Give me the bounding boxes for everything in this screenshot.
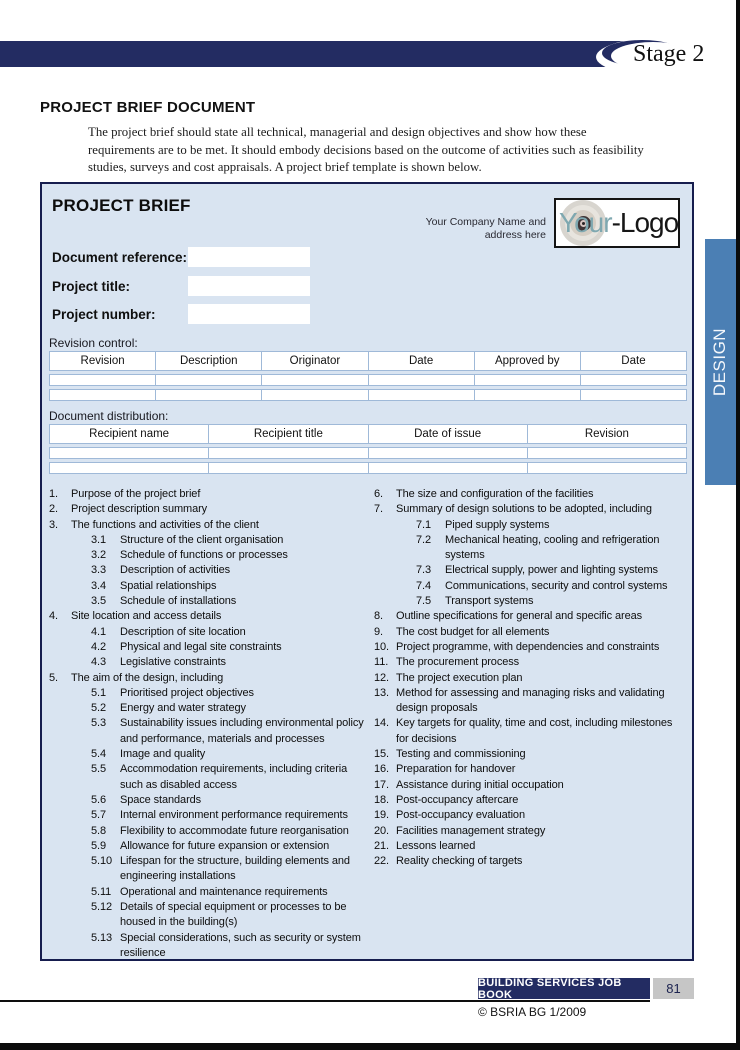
contents-item: [49, 885, 367, 900]
contents-item: [49, 609, 367, 624]
stage-banner: [0, 0, 740, 90]
contents-item: [49, 716, 367, 747]
table-cell-empty[interactable]: [528, 447, 687, 459]
table-header-cell: Date: [581, 351, 687, 371]
project-title-label: Project title:: [52, 278, 131, 294]
contents-item-number: 7.4: [416, 579, 431, 592]
table-cell-empty[interactable]: [475, 389, 581, 401]
contents-item-number: 5.7: [91, 809, 106, 822]
contents-item-text: Internal environment performance requirements: [120, 809, 348, 822]
project-brief-form: [40, 182, 694, 961]
document-reference-label: Document reference:: [52, 249, 188, 265]
contents-item: [374, 747, 688, 762]
contents-item-number: 12.: [374, 671, 389, 684]
contents-left: [49, 487, 367, 961]
contents-item-text: Post-occupancy aftercare: [396, 793, 519, 806]
contents-item-number: 5.8: [91, 824, 106, 837]
copyright-text: © BSRIA BG 1/2009: [478, 1005, 587, 1019]
contents-item-number: 5.6: [91, 793, 106, 806]
contents-item-text: The aim of the design, including: [71, 671, 224, 684]
table-cell-empty[interactable]: [475, 374, 581, 386]
contents-item-text: Schedule of functions or processes: [120, 549, 288, 562]
contents-item-text: The functions and activities of the client: [71, 518, 259, 531]
contents-item: [49, 854, 367, 885]
contents-item: [374, 563, 688, 578]
table-cell-empty[interactable]: [156, 374, 262, 386]
table-cell-empty[interactable]: [369, 389, 475, 401]
scan-edge-bottom: [0, 1043, 740, 1050]
table-cell-empty[interactable]: [369, 462, 528, 474]
table-row: [49, 462, 687, 474]
table-cell-empty[interactable]: [262, 374, 368, 386]
contents-item: [49, 579, 367, 594]
revision-control-label: Revision control:: [49, 336, 138, 350]
contents-item-text: Key targets for quality, time and cost, including milestones for decisions: [396, 717, 673, 745]
table-cell-empty[interactable]: [581, 389, 687, 401]
contents-item-number: 7.: [374, 503, 383, 516]
contents-item-text: Facilities management strategy: [396, 824, 546, 837]
table-cell-empty[interactable]: [262, 389, 368, 401]
contents-item: [374, 839, 688, 854]
contents-item: [49, 762, 367, 793]
contents-item-text: Lessons learned: [396, 839, 476, 852]
contents-item-number: 22.: [374, 855, 389, 868]
contents-item-number: 8.: [374, 610, 383, 623]
contents-item-text: Preparation for handover: [396, 763, 516, 776]
contents-item-number: 7.5: [416, 595, 431, 608]
contents-item-number: 4.: [49, 610, 58, 623]
contents-item-text: Allowance for future expansion or extension: [120, 839, 330, 852]
contents-item-text: Piped supply systems: [445, 518, 550, 531]
intro-paragraph: The project brief should state all technical, managerial and design objectives and show how these requirements are to be met. It should embody decisions based on the outcome of activities such as feasibility studies, surveys and cost appraisals. A project brief template is shown below.: [88, 125, 644, 174]
contents-item-text: Sustainability issues including environmental policy and performance, materials and processes: [120, 717, 364, 745]
contents-item-number: 5.: [49, 671, 58, 684]
logo-text-your: Your: [559, 207, 612, 238]
page-number-badge: 81: [653, 978, 694, 999]
contents-item-number: 3.5: [91, 595, 106, 608]
logo-text-logo: -Logo: [611, 207, 679, 238]
contents-item-number: 4.1: [91, 625, 106, 638]
document-distribution-label: Document distribution:: [49, 409, 169, 423]
contents-item: [374, 533, 688, 564]
contents-item-text: Site location and access details: [71, 610, 222, 623]
table-row: [49, 447, 687, 459]
contents-item-text: Schedule of installations: [120, 595, 237, 608]
contents-item-text: Accommodation requirements, including criteria such as disabled access: [120, 763, 348, 791]
contents-item-number: 13.: [374, 686, 389, 699]
contents-item-text: Testing and commissioning: [396, 748, 526, 761]
contents-item-text: Project programme, with dependencies and constraints: [396, 640, 660, 653]
contents-item: [374, 778, 688, 793]
contents-item-number: 5.1: [91, 686, 106, 699]
contents-item-number: 1.: [49, 488, 58, 500]
contents-item: [49, 533, 367, 548]
contents-item-number: 5.3: [91, 717, 106, 730]
logo-text: [559, 200, 678, 246]
contents-item-text: Details of special equipment or processes to be housed in the building(s): [120, 901, 347, 929]
contents-item-text: The size and configuration of the facilities: [396, 488, 594, 500]
project-number-input[interactable]: [188, 304, 310, 324]
contents-item: [49, 594, 367, 609]
field-row-document-reference: [52, 246, 310, 268]
project-title-input[interactable]: [188, 276, 310, 296]
contents-item-text: Project description summary: [71, 503, 208, 516]
contents-item-text: Mechanical heating, cooling and refrigeration systems: [445, 533, 660, 562]
contents-item-text: Flexibility to accommodate future reorganisation: [120, 824, 349, 837]
contents-item: [374, 716, 688, 747]
scan-edge-right: [736, 0, 740, 1050]
table-cell-empty[interactable]: [369, 447, 528, 459]
contents-item-text: Transport systems: [445, 595, 534, 608]
contents-item-text: Spatial relationships: [120, 579, 217, 592]
contents-item-number: 5.4: [91, 748, 106, 761]
contents-item: [374, 579, 688, 594]
contents-item: [49, 808, 367, 823]
table-header-cell: Revision: [528, 424, 687, 444]
revision-control-table: [49, 351, 687, 404]
contents-item-text: The project execution plan: [396, 671, 523, 684]
contents-item-number: 20.: [374, 824, 389, 837]
contents-item-text: Electrical supply, power and lighting systems: [445, 564, 658, 577]
contents-item: [374, 824, 688, 839]
page-title: PROJECT BRIEF DOCUMENT: [40, 99, 256, 116]
contents-item: [374, 640, 688, 655]
contents-item: [49, 747, 367, 762]
contents-item: [49, 793, 367, 808]
contents-item-number: 17.: [374, 778, 389, 791]
contents-item: [374, 655, 688, 670]
table-header-cell: Recipient title: [209, 424, 368, 444]
contents-item-text: Space standards: [120, 793, 202, 806]
contents-item-number: 3.4: [91, 579, 106, 592]
contents-item: [49, 931, 367, 962]
contents-item-number: 14.: [374, 717, 389, 730]
document-distribution-table: [49, 424, 687, 477]
contents-item: [49, 640, 367, 655]
contents-item-number: 2.: [49, 503, 58, 516]
table-cell-empty[interactable]: [49, 447, 209, 459]
contents-item-number: 7.1: [416, 518, 431, 531]
table-header-row: [49, 351, 687, 371]
contents-item: [49, 563, 367, 578]
contents-item-text: Communications, security and control systems: [445, 579, 668, 592]
design-stage-tab: [705, 239, 736, 485]
design-tab-label: DESIGN: [710, 327, 730, 397]
contents-item-text: Lifespan for the structure, building elements and engineering installations: [120, 855, 350, 883]
contents-item-number: 4.2: [91, 640, 106, 653]
contents-item-number: 16.: [374, 763, 389, 776]
form-title: PROJECT BRIEF: [52, 196, 191, 215]
contents-item-number: 21.: [374, 839, 389, 852]
contents-item-text: Method for assessing and managing risks and validating design proposals: [396, 686, 665, 715]
contents-item-text: Operational and maintenance requirements: [120, 885, 328, 898]
contents-item: [49, 487, 367, 502]
stage-banner-graphic: [0, 0, 740, 90]
contents-item-number: 6.: [374, 488, 383, 500]
table-header-cell: Recipient name: [49, 424, 209, 444]
table-header-cell: Originator: [262, 351, 368, 371]
contents-item: [49, 900, 367, 931]
contents-item-text: Prioritised project objectives: [120, 686, 254, 699]
table-header-cell: Date: [369, 351, 475, 371]
contents-item: [374, 518, 688, 533]
contents-item-number: 3.1: [91, 533, 106, 546]
contents-item-text: Legislative constraints: [120, 656, 226, 669]
contents-item: [49, 502, 367, 517]
contents-item: [49, 518, 367, 533]
contents-item-text: Energy and water strategy: [120, 702, 246, 715]
contents-item: [374, 487, 688, 502]
contents-item-number: 15.: [374, 748, 389, 761]
project-number-label: Project number:: [52, 306, 156, 322]
contents-item-text: The cost budget for all elements: [396, 625, 550, 638]
table-cell-empty[interactable]: [369, 374, 475, 386]
contents-item-text: Image and quality: [120, 748, 206, 761]
contents-item: [49, 701, 367, 716]
contents-item: [49, 655, 367, 670]
contents-item-text: Outline specifications for general and specific areas: [396, 610, 643, 623]
contents-item-number: 5.13: [91, 931, 113, 944]
contents-item-number: 5.10: [91, 855, 113, 868]
contents-item-number: 3.3: [91, 564, 106, 577]
contents-item-number: 5.2: [91, 702, 106, 715]
table-header-cell: Approved by: [475, 351, 581, 371]
table-header-cell: Revision: [49, 351, 156, 371]
contents-item-text: Assistance during initial occupation: [396, 778, 564, 791]
company-note-line1: Your Company Name and: [425, 216, 546, 228]
table-row: [49, 389, 687, 401]
contents-item-number: 5.9: [91, 839, 106, 852]
contents-item-text: Reality checking of targets: [396, 855, 523, 868]
contents-item: [374, 854, 688, 869]
table-cell-empty[interactable]: [49, 462, 209, 474]
contents-item: [374, 502, 688, 517]
field-row-project-title: [52, 275, 310, 297]
contents-item-text: Purpose of the project brief: [71, 488, 201, 500]
contents-item-number: 9.: [374, 625, 383, 638]
contents-item: [49, 625, 367, 640]
field-row-project-number: [52, 303, 310, 325]
table-cell-empty[interactable]: [528, 462, 687, 474]
contents-item-text: Structure of the client organisation: [120, 533, 284, 546]
contents-item: [49, 686, 367, 701]
contents-item: [374, 808, 688, 823]
contents-item-number: 18.: [374, 793, 389, 806]
contents-item-text: The procurement process: [396, 656, 520, 669]
company-note-line2: address here: [484, 229, 546, 241]
contents-item-number: 7.3: [416, 564, 431, 577]
contents-item-text: Description of site location: [120, 625, 246, 638]
contents-item: [374, 793, 688, 808]
contents-item: [374, 671, 688, 686]
contents-item: [49, 824, 367, 839]
table-cell-empty[interactable]: [49, 374, 156, 386]
contents-item: [49, 671, 367, 686]
company-logo: [554, 198, 680, 248]
contents-item: [374, 686, 688, 717]
contents-item-text: Post-occupancy evaluation: [396, 809, 525, 822]
contents-item-number: 7.2: [416, 533, 431, 546]
table-cell-empty[interactable]: [209, 462, 368, 474]
contents-item-number: 5.12: [91, 901, 113, 914]
table-row: [49, 374, 687, 386]
contents-item-number: 5.11: [91, 885, 112, 898]
footer-rule: [0, 1000, 650, 1002]
contents-item: [49, 548, 367, 563]
contents-item-text: Special considerations, such as security or system resilience: [120, 931, 361, 959]
contents-item-number: 19.: [374, 809, 389, 822]
contents-item-number: 5.5: [91, 763, 106, 776]
contents-item-number: 3.2: [91, 549, 106, 562]
contents-item-text: Summary of design solutions to be adopted, including: [396, 503, 652, 516]
contents-item: [374, 762, 688, 777]
contents-item-text: Physical and legal site constraints: [120, 640, 282, 653]
table-header-cell: Date of issue: [369, 424, 528, 444]
contents-item: [374, 609, 688, 624]
contents-item-text: Description of activities: [120, 564, 230, 577]
table-cell-empty[interactable]: [156, 389, 262, 401]
table-cell-empty[interactable]: [49, 389, 156, 401]
contents-item-number: 11.: [374, 656, 389, 669]
stage-label: Stage 2: [633, 41, 705, 67]
contents-item: [49, 839, 367, 854]
contents-item-number: 4.3: [91, 656, 106, 669]
table-header-row: [49, 424, 687, 444]
company-note: [338, 216, 546, 242]
footer-book-title: BUILDING SERVICES JOB BOOK: [478, 978, 650, 999]
contents-item: [374, 594, 688, 609]
document-reference-input[interactable]: [188, 247, 310, 267]
table-cell-empty[interactable]: [581, 374, 687, 386]
contents-item-number: 10.: [374, 640, 389, 653]
table-header-cell: Description: [156, 351, 262, 371]
contents-item-number: 3.: [49, 518, 58, 531]
contents-right: [374, 487, 688, 869]
table-cell-empty[interactable]: [209, 447, 368, 459]
contents-item: [374, 625, 688, 640]
